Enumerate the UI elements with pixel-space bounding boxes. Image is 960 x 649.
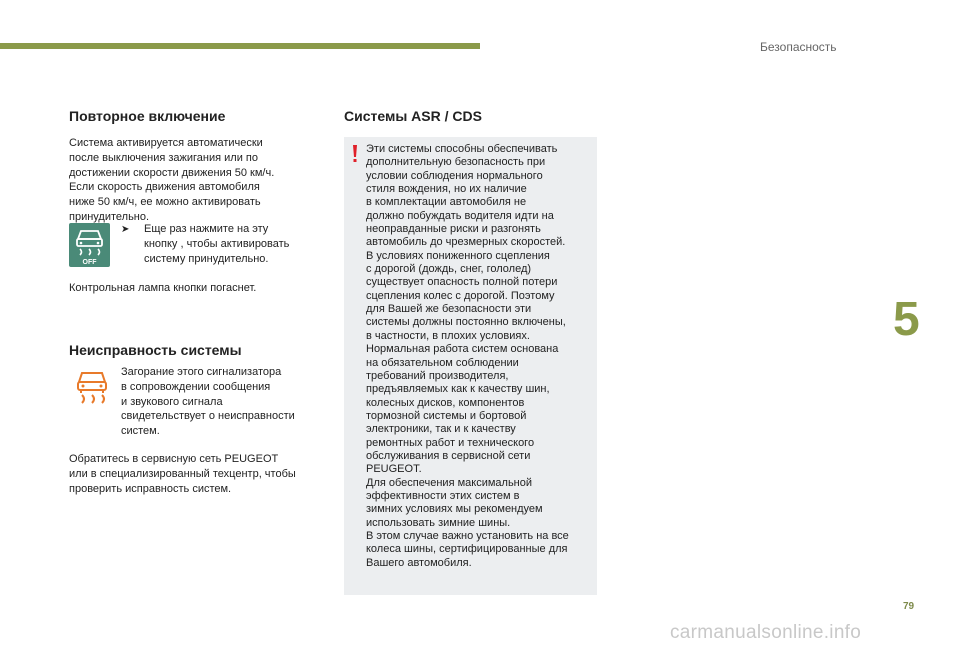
reactivation-instruction: Еще раз нажмите на эту кнопку , чтобы активировать систему принудительно. xyxy=(144,223,290,265)
watermark: carmanualsonline.info xyxy=(670,622,862,643)
svg-text:OFF: OFF xyxy=(82,259,97,266)
chapter-number: 5 xyxy=(893,293,920,346)
lamp-off-note: Контрольная лампа кнопки погаснет. xyxy=(69,282,257,294)
page-number: 79 xyxy=(903,601,915,612)
fault-warning-text: Загорание этого сигнализатора в сопровождении сообщения и звукового сигнала свидетельствует о неисправности систем. xyxy=(121,366,295,438)
bullet-arrow-icon: ➤ xyxy=(121,224,130,235)
asr-cds-title: Системы ASR / CDS xyxy=(344,108,482,124)
reactivation-title: Повторное включение xyxy=(69,108,226,124)
asr-cds-warning-text: Эти системы способны обеспечивать дополнительную безопасность при условии соблюдения нормального стиля вождения, но их наличие в комплектации автомобиля не должно побуждать водителя идти на неоправданные риски и разгонять автомобиль до чрезмерных скоростей. В условиях пониженного сцепления с дорогой (дождь, снег, гололед) существует опасность полной потери сцепления колес с дорогой. Поэтому для Вашей же безопасности эти системы должны постоянно включены, в частности, в плохих условиях. Нормальная работа систем основана на обязательном соблюдении требований производителя, предъявляемых как к качеству шин, колесных дисков, компонентов тормозной системы и бортовой электроники, так и к качеству ремонтных работ и технического обслуживания в сервисной сети PEUGEOT. Для обеспечения максимальной эффективности этих систем в зимних условиях мы рекомендуем использовать зимние шины. В этом случае важно установить на все колеса шины, сертифицированные для Вашего автомобиля. xyxy=(366,143,569,569)
reactivation-text: Система активируется автоматически после выключения зажигания или по достижении скорости движения 50 км/ч. Если скорость движения автомобиля ниже 50 км/ч, ее можно активировать принудительно. xyxy=(69,137,275,223)
skid-warning-icon xyxy=(72,367,112,407)
section-label: Безопасность xyxy=(760,40,837,54)
esp-off-icon xyxy=(69,223,110,267)
header-accent-bar xyxy=(0,43,480,49)
exclamation-icon xyxy=(351,145,359,163)
fault-title: Неисправность системы xyxy=(69,342,242,358)
fault-contact-text: Обратитесь в сервисную сеть PEUGEOT или в специализированный техцентр, чтобы проверить исправность систем. xyxy=(69,453,296,495)
